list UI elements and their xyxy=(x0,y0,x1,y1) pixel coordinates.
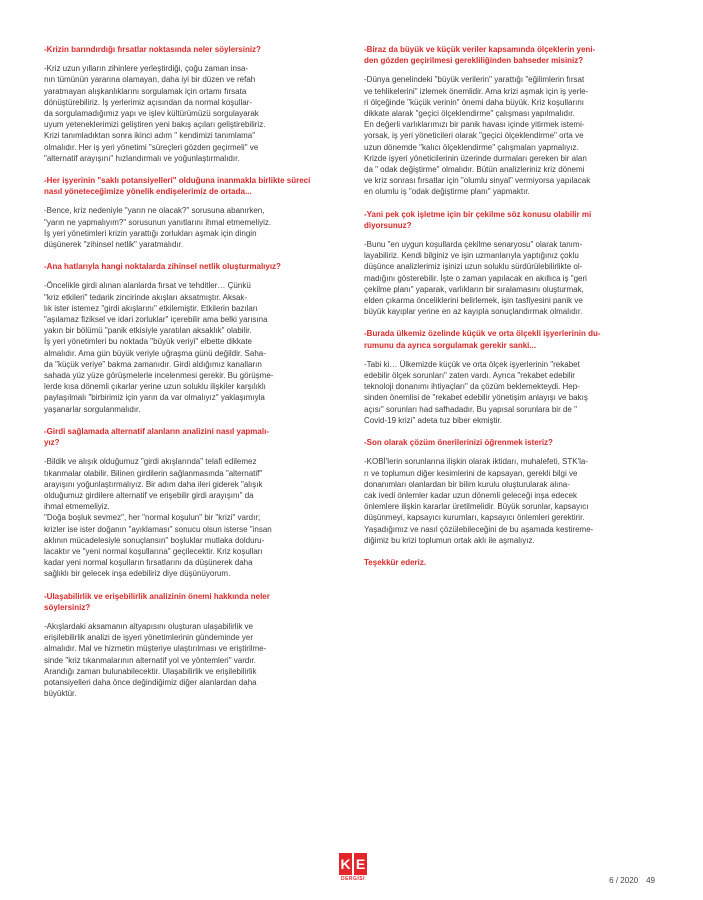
question-7: -Yani pek çok işletme için bir çekilme söz konusu olabilir mi diyorsunuz? xyxy=(364,209,592,230)
page-footer xyxy=(609,876,655,885)
question-4: -Girdi sağlamada alternatif alanların analizini nasıl yapmalı- yız? xyxy=(44,426,269,448)
answer-7: -Bunu "en uygun koşullarda çekilme senaryosu" olarak tanım- layabiliriz. Kendi bilginiz ve işin uzmanlarıyla yaptığınız çoklu düşünce analizlerimiz işinizi uzun soluklu sürdürülebilirlikte ol- madığını gösterebilir. İşte o zaman yapılacak en akıllıca iş "geri çekilme planı" yaparak, varlıkların bir sıralamasını oluşturmak, elden çıkarma önceliklerini belirlemek, işin tasfiyesini panik ve büyük kayıplar yerine en az kayıpla sonuçlandırmak olmalıdır. xyxy=(364,240,587,317)
logo-subtitle: DERGİSİ xyxy=(340,876,366,882)
answer-9: -KOBİ'lerin sorunlarına ilişkin olarak iktidarı, muhalefeti, STK'la- rı ve toplumun diğer kesimlerini de kapsayan, gerekli bilgi ve donanımları olanlardan bir bilim kurulu oluşturularak alına- cak ivedi önlemler kadar uzun dönemli geleceği inşa edecek önlemlere ilişkin kararlar üretilmelidir. Büyük sorunlar, kapsayıcı düşünmeyi, kapsayıcı kurumları, kapsayıcı önlemleri gerektirir. Yaşadığımız ve nasıl çözülebileceğini de bu aşamada kestireme- diğimiz bu krizi toplumun ortak aklı ile aşmalıyız. xyxy=(364,457,594,545)
answer-3: -Öncelikle girdi alınan alanlarda fırsat ve tehditler… Çünkü "kriz etkileri" tedarik zincirinde akışları aksatmıştır. Aksak- lık ister istemez "girdi akışlarını" etkilemiştir. Etkilerin bazıları "aşılamaz fiziksel ve idari zorluklar" içerebilir ama belki yarısına yakın bir bölümü "panik etkisiyle yaratılan aksaklık" olabilir. İş yeri yönetimleri bu noktada "büyük veriyi" elbette dikkate almalıdır. Ama gün büyük veriyle uğraşma günü değildir. Saha- da "küçük veriye" bakma zamanıdır. Girdi aldığımız kanalların sahada yüz yüze görüşmelerle incelenmesi gerekir. Bu görüşme- lerde kısa dönemli çıkarlar yerine uzun soluklu ilişkiler karşılıklı paylaşılmalı "birbirimiz için yarın da var olmalıyız" yaklaşımıyla yaşanarlar sorgulanmalıdır. xyxy=(44,281,274,414)
answer-5: -Akışlardaki aksamanın altyapısını oluşturan ulaşabilirlik ve erişilebilirlik analizi de işyeri yönetimlerinin gündeminde yer almalıdır. Mal ve hizmetin müşteriye ulaştırılması ve eriştirilme- sinde "kriz tıkanmalarının alternatif yol ve yöntemleri" vardır. Arandığı zaman bulunabilecektir. Ulaşabilirlik ve erişilebilirlik potansiyelleri daha önce değindiğimiz diğer alanlardan daha büyüktür. xyxy=(44,621,267,699)
answer-4: -Bildik ve alışık olduğumuz "girdi akışlarında" telafi edilemez tıkanmalar olabilir. Bilinen girdilerin sağlanmasında "alternatif" arayışını yoğunlaştırmalıyız. Bir adım daha ileri giderek "alışık olduğumuz girdilere alternatif ve erişebilir girdi arayışını" da ihmal etmemeliyiz. "Doğa boşluk sevmez", her "normal koşulun" bir "krizi" vardır; krizler ise ister doğanın "ayıklaması" sonucu olsun isterse "insan aklının mücadelesiyle sonuçlansın" boşluklar mutlaka dolduru- lacaktır ve "yeni normal koşullarına" geçilecektir. Kriz koşulları kadar yeni normal koşulların fırsatlarını da düşünerek daha sağlıklı bir gelecek inşa edebiliriz diye düşünüyorum. xyxy=(44,457,272,579)
question-6: -Biraz da büyük ve küçük veriler kapsamında ölçeklerin yeni- den gözden geçirilmesi gerekliliğinden bahseder misiniz? xyxy=(364,45,596,66)
answer-2: -Bence, kriz nedeniyle "yarın ne olacak?" sorusuna abanırken, "yarın ne yapmalıyım?" sorusunun yanıtlarını ihmal etmemeliyiz. İş yeri yönetimleri krizin yarattığı zorlukları aşmak için dingin düşünerek "zihinsel netlik" yaratmalıdır. xyxy=(44,206,272,250)
answer-1: -Kriz uzun yılların zihinlere yerleştirdiği, çoğu zaman insa- nın tümünün yararına olamayan, daha iyi bir düzen ve refah yaratmayan alışkanlıklarını sorgulamak için ortamı fırsata dönüştürebiliriz. İş yerlerimiz açısından da normal koşullar- da sorgulamadığımız yapı ve işlev kültürümüzü sorgulayarak uyum yeteneklerimizi geliştiren yeni bakış açıları geliştirebiliriz. Krizi tanımladıktan sonra ikinci adım " kendimizi tanımlama" olmalıdır. Her iş yeri yönetimi "süreçleri gözden geçirmeli" ve "alternatif arayışını" hızlandırmalı ve yoğunlaştırmalıdır. xyxy=(44,64,266,163)
thanks-note: Teşekkür ederiz. xyxy=(364,557,427,567)
page-number: 49 xyxy=(646,876,655,885)
question-3: -Ana hatlarıyla hangi noktalarda zihinsel netlik oluşturmalıyız? xyxy=(44,262,281,272)
question-8: -Burada ülkemiz özelinde küçük ve orta ölçekli işyerlerinin du- rumunu da ayrıca sorgulamak gerekir sanki... xyxy=(364,329,601,350)
question-1: -Krizin barındırdığı fırsatlar noktasında neler söylersiniz? xyxy=(44,45,261,54)
logo-letter-k: K xyxy=(339,853,352,875)
question-5: -Ulaşabilirlik ve erişebilirlik analizinin önemi hakkında neler söylersiniz? xyxy=(44,591,270,612)
magazine-logo xyxy=(339,853,367,882)
logo-letter-e: E xyxy=(354,853,367,875)
question-2: -Her işyerinin "saklı potansiyelleri" olduğuna inanmakla birlikte süreci nasıl yöneteceğimize yönelik endişelerimiz de ortada... xyxy=(44,176,311,197)
left-column xyxy=(44,44,320,699)
question-9: -Son olarak çözüm önerilerinizi öğrenmek isteriz? xyxy=(364,438,553,448)
answer-8: -Tabi ki… Ülkemizde küçük ve orta ölçek işyerlerinin "rekabet edebilir ölçek sorunları" zaten vardı. Ayrıca "rekabet edebilir teknoloji donanımı ihtiyaçları" da çözüm beklemekteydi. Hep- sinden önemlisi de "rekabet edebilir yönetişim anlayışı ve bakış açısı" sorunları had safhadadır. Bu yapısal sorunlara bir de " Covid-19 krizi" adeta tuz biber ekmiştir. xyxy=(364,359,588,425)
issue-number: 6 / 2020 xyxy=(609,876,639,885)
right-column xyxy=(364,44,640,568)
answer-6: -Dünya genelindeki "büyük verilerin" yarattığı "eğilimlerin fırsat ve tehlikelerini" izlemek önemlidir. Ama krizi aşmak için iş yerle- ri ölçeğinde "küçük verinin" önemi daha büyük. Kriz koşullarını dikkate alarak "geçici ölçeklendirme" çalışması yapılmalıdır. En değerli varlıklarımızı bir panik havası içinde yitirmek istemi- yorsak, iş yeri yöneticileri olarak "geçici ölçeklendirme" orta ve uzun dönemde "kalıcı ölçeklendirme" çalışmaları yapmalıyız. Krizde işyeri yöneticilerinin üzerinde durmaları gereken bir alan da " odak değiştirme" olmalıdır. Bütün analizleriniz kriz dönemi ve kriz sonrası fırsatlar için "olumlu sinyal" vermiyorsa yapılacak en olumlu iş "odak değiştirme planı" yapmaktır. xyxy=(364,75,591,197)
